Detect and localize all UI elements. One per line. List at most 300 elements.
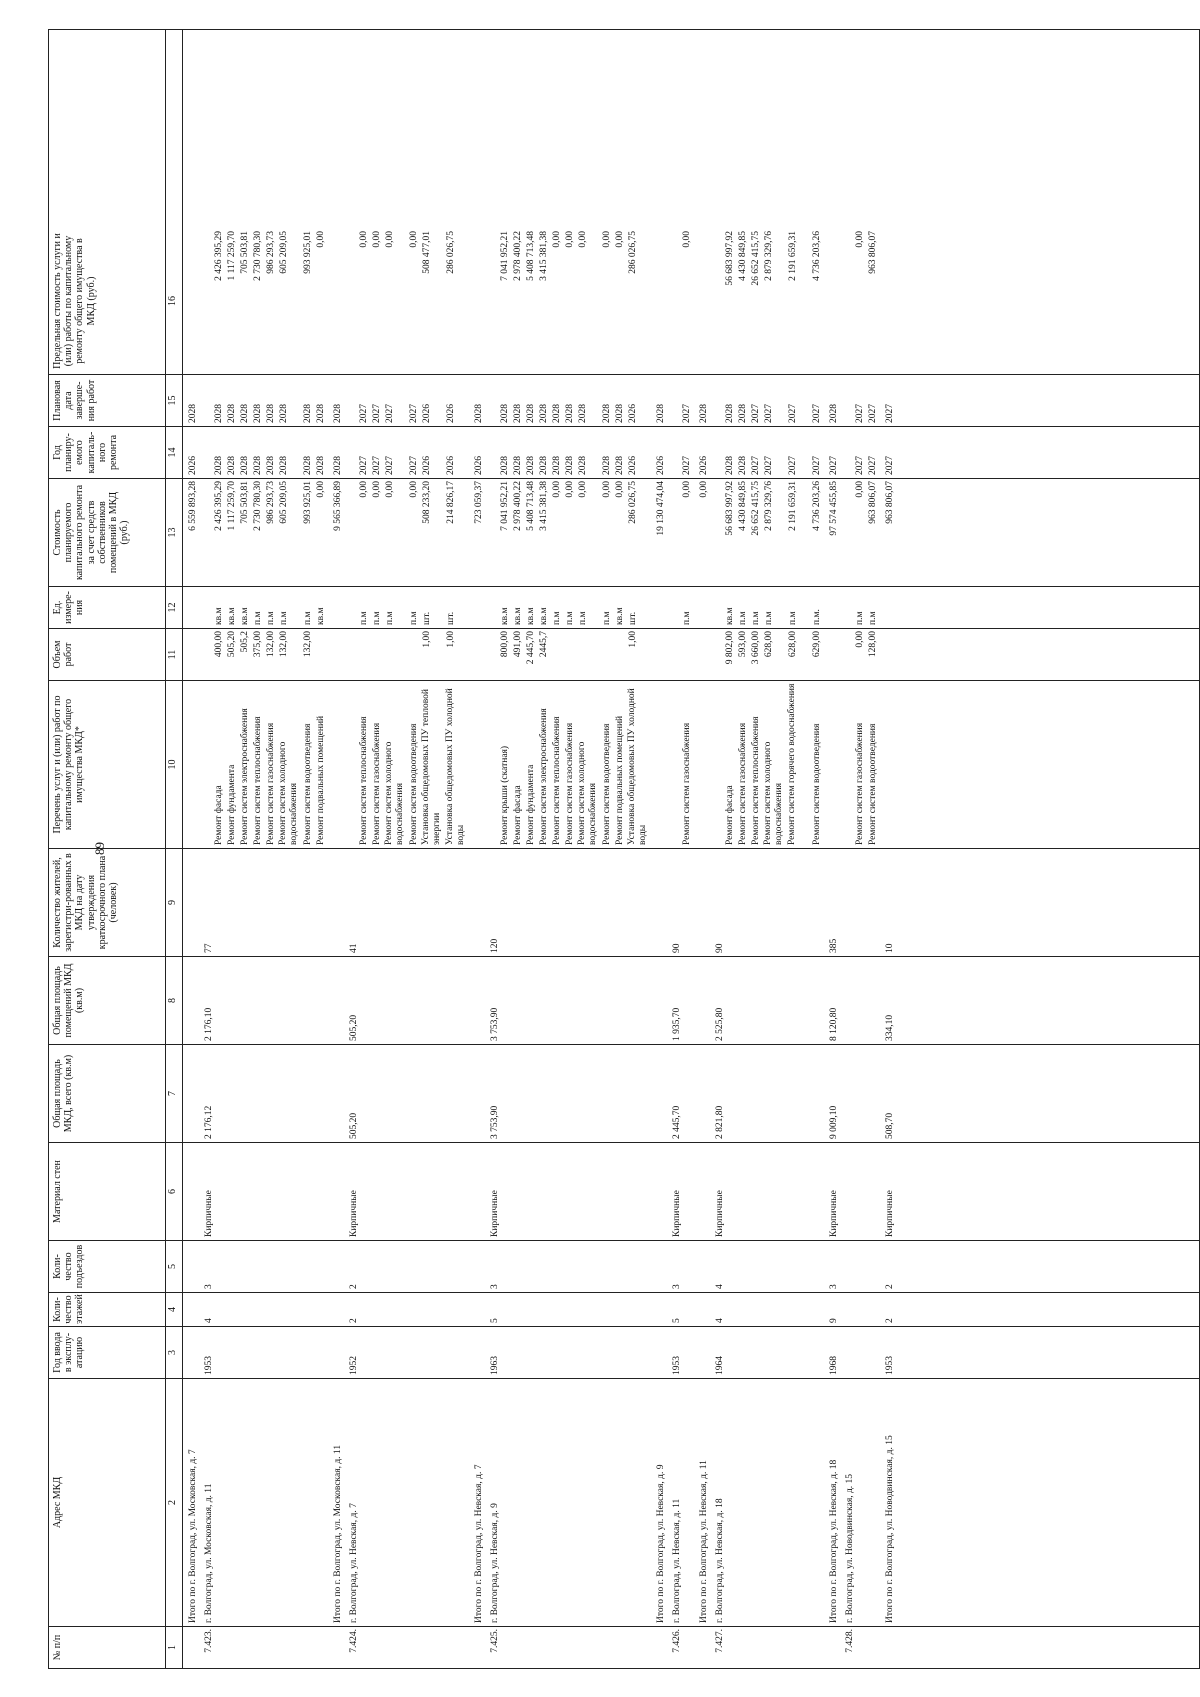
colnum-col-year: 3 xyxy=(166,1326,182,1378)
work-row xyxy=(358,30,370,1668)
spacer-col-floors xyxy=(614,1292,626,1326)
spacer-col-floors xyxy=(445,1292,457,1326)
work-limit-cost: 605 209,05 xyxy=(279,231,289,274)
work-plan-year: 2028 xyxy=(578,456,588,475)
spacer-col-wall-material xyxy=(627,1142,639,1240)
work-end-date: 2028 xyxy=(578,404,588,423)
spacer-col-num xyxy=(601,1626,613,1668)
row-floors: 9 xyxy=(829,1318,839,1323)
spacer-col-address xyxy=(867,1378,879,1626)
spacer-col-address xyxy=(445,1378,457,1626)
row-works xyxy=(473,680,485,848)
work-unit: кв.м xyxy=(513,607,523,625)
row-address: г. Волгоград, ул. Невская, д. 11 xyxy=(672,1498,682,1623)
spacer-col-entrances xyxy=(627,1240,639,1292)
spacer-col-premises-area xyxy=(213,956,225,1044)
row-premises-area xyxy=(655,956,667,1044)
spacer-col-total-area xyxy=(564,1044,576,1142)
work-end-date: 2027 xyxy=(812,404,822,423)
work-unit: кв.м xyxy=(316,607,326,625)
work-volume: 628,00 xyxy=(764,631,774,658)
row-residents xyxy=(187,848,199,956)
work-volume: 800,00 xyxy=(500,631,510,658)
spacer-col-address xyxy=(226,1378,238,1626)
spacer-col-num xyxy=(408,1626,420,1668)
row-entrances: 3 xyxy=(490,1284,500,1289)
row-premises-area: 3 753,90 xyxy=(490,1007,500,1041)
spacer-col-num xyxy=(811,1626,823,1668)
header-col-unit: Ед. измере-ния xyxy=(49,586,165,628)
spacer-col-wall-material xyxy=(564,1142,576,1240)
row-sum: 0,00 xyxy=(699,481,709,498)
work-volume xyxy=(384,628,396,680)
spacer-col-wall-material xyxy=(265,1142,277,1240)
work-row xyxy=(737,30,749,1668)
spacer-col-residents xyxy=(408,848,420,956)
work-end-date: 2028 xyxy=(227,404,237,423)
work-row xyxy=(577,30,599,1668)
spacer-col-wall-material xyxy=(538,1142,550,1240)
spacer-col-premises-area xyxy=(601,956,613,1044)
row-unit xyxy=(187,586,199,628)
row-unit xyxy=(655,586,667,628)
row-volume xyxy=(655,628,667,680)
row-entrances: 2 xyxy=(885,1284,895,1289)
work-end-date: 2027 xyxy=(855,404,865,423)
spacer-col-total-area xyxy=(854,1044,866,1142)
work-row xyxy=(525,30,537,1668)
spacer-col-residents xyxy=(239,848,251,956)
work-unit: шт. xyxy=(422,611,432,625)
row-total-area xyxy=(473,1044,485,1142)
row-works xyxy=(655,680,667,848)
work-unit: кв.м xyxy=(240,607,250,625)
work-limit-cost: 286 026,75 xyxy=(446,231,456,274)
work-end-date: 2028 xyxy=(500,404,510,423)
spacer-col-wall-material xyxy=(681,1142,693,1240)
work-unit: кв.м xyxy=(227,607,237,625)
work-row xyxy=(867,30,879,1668)
spacer-col-floors xyxy=(577,1292,589,1326)
work-row xyxy=(252,30,264,1668)
work-cost: 0,00 xyxy=(615,481,625,498)
spacer-col-year xyxy=(538,1326,550,1378)
work-volume: 9 802,00 xyxy=(725,631,735,665)
work-end-date: 2027 xyxy=(751,404,761,423)
row-limit xyxy=(473,228,485,374)
spacer-col-wall-material xyxy=(577,1142,589,1240)
work-name: Ремонт систем водоотведения xyxy=(303,723,313,845)
work-end-date: 2027 xyxy=(868,404,878,423)
row-number xyxy=(698,1626,710,1668)
work-plan-year: 2027 xyxy=(764,456,774,475)
spacer-col-floors xyxy=(213,1292,225,1326)
colnum-col-limit-cost: 16 xyxy=(167,296,178,306)
spacer-col-entrances xyxy=(724,1240,736,1292)
row-end-date: 2028 xyxy=(656,404,666,423)
spacer-col-residents xyxy=(854,848,866,956)
work-name: Ремонт систем водоотведения xyxy=(812,723,822,845)
work-cost: 5 408 713,48 xyxy=(526,481,536,531)
work-end-date: 2027 xyxy=(372,404,382,423)
spacer-col-year xyxy=(512,1326,524,1378)
work-name: Ремонт систем горячего водоснабжения xyxy=(787,683,797,845)
header-col-end-date: Плановая дата заверше-ния работ xyxy=(49,374,165,426)
spacer-col-year xyxy=(384,1326,396,1378)
work-name: Ремонт систем электроснабжения xyxy=(539,708,549,845)
header-col-num: № п/п xyxy=(49,1626,165,1668)
work-name: Установка общедомовых ПУ холодной воды xyxy=(627,688,648,845)
work-row xyxy=(226,30,238,1668)
spacer-col-wall-material xyxy=(601,1142,613,1240)
spacer-col-year xyxy=(408,1326,420,1378)
work-limit-cost: 2 730 780,30 xyxy=(253,231,263,281)
work-unit: п.м xyxy=(552,611,562,625)
work-unit: шт. xyxy=(446,611,456,625)
spacer-col-num xyxy=(564,1626,576,1668)
spacer-col-address xyxy=(724,1378,736,1626)
work-volume xyxy=(315,628,327,680)
work-cost: 4 430 849,85 xyxy=(738,481,748,531)
spacer-col-residents xyxy=(811,848,823,956)
row-year: 1953 xyxy=(672,1356,682,1375)
row-main xyxy=(884,30,896,1668)
spacer-col-num xyxy=(854,1626,866,1668)
work-name: Ремонт систем водоотведения xyxy=(868,723,878,845)
spacer-col-premises-area xyxy=(787,956,799,1044)
total-row xyxy=(655,30,667,1668)
spacer-col-premises-area xyxy=(750,956,762,1044)
spacer-col-year xyxy=(252,1326,264,1378)
work-name: Ремонт систем холодного водоснабжения xyxy=(763,741,784,845)
row-volume xyxy=(698,628,710,680)
table-body xyxy=(183,30,1200,1668)
work-cost: 508 233,20 xyxy=(422,481,432,524)
spacer-col-floors xyxy=(252,1292,264,1326)
row-number xyxy=(655,1626,667,1668)
row-material: Кирпичные xyxy=(829,1190,839,1237)
spacer-col-wall-material xyxy=(408,1142,420,1240)
work-limit-cost: 0,00 xyxy=(615,231,625,248)
work-end-date: 2028 xyxy=(240,404,250,423)
colnum-col-volume: 11 xyxy=(166,628,182,680)
work-cost: 986 293,73 xyxy=(266,481,276,524)
spacer-col-floors xyxy=(737,1292,749,1326)
spacer-col-wall-material xyxy=(867,1142,879,1240)
work-cost: 7 041 952,21 xyxy=(500,481,510,531)
spacer-col-address xyxy=(252,1378,264,1626)
spacer-col-floors xyxy=(564,1292,576,1326)
row-total-area xyxy=(698,1044,710,1142)
row-number xyxy=(332,1626,344,1668)
spacer-col-address xyxy=(408,1378,420,1626)
spacer-col-premises-area xyxy=(445,956,457,1044)
work-cost: 0,00 xyxy=(682,481,692,498)
spacer-col-entrances xyxy=(371,1240,383,1292)
spacer-col-year xyxy=(226,1326,238,1378)
spacer-col-premises-area xyxy=(499,956,511,1044)
work-plan-year: 2028 xyxy=(738,456,748,475)
spacer-col-premises-area xyxy=(538,956,550,1044)
spacer-col-address xyxy=(787,1378,799,1626)
spacer-col-num xyxy=(525,1626,537,1668)
row-residents: 120 xyxy=(490,938,500,953)
row-year xyxy=(187,1326,199,1378)
house-block xyxy=(844,30,878,1668)
spacer-col-address xyxy=(213,1378,225,1626)
row-address: г. Волгоград, ул. Невская, д. 18 xyxy=(715,1498,725,1623)
header-col-entrances: Коли-чество подъездов xyxy=(49,1240,165,1292)
column-numbers-row xyxy=(166,30,183,1668)
row-floors xyxy=(698,1292,710,1326)
row-unit xyxy=(473,586,485,628)
row-volume xyxy=(884,628,896,680)
work-name: Ремонт систем газоснабжения xyxy=(682,722,692,845)
spacer-col-wall-material xyxy=(614,1142,626,1240)
work-unit: кв.м xyxy=(526,607,536,625)
spacer-col-premises-area xyxy=(614,956,626,1044)
row-unit xyxy=(828,586,840,628)
total-row xyxy=(884,30,896,1668)
spacer-col-year xyxy=(445,1326,457,1378)
work-name: Ремонт фундамента xyxy=(526,764,536,845)
work-limit-cost: 2 426 395,29 xyxy=(214,231,224,281)
spacer-col-num xyxy=(750,1626,762,1668)
row-total-area: 9 009,10 xyxy=(829,1105,839,1139)
work-end-date: 2028 xyxy=(253,404,263,423)
header-col-volume: Объем работ xyxy=(49,628,165,680)
spacer-col-premises-area xyxy=(226,956,238,1044)
work-limit-cost: 0,00 xyxy=(409,231,419,248)
work-row xyxy=(551,30,563,1668)
spacer-col-total-area xyxy=(213,1044,225,1142)
work-plan-year: 2027 xyxy=(372,456,382,475)
spacer-col-entrances xyxy=(811,1240,823,1292)
spacer-col-total-area xyxy=(681,1044,693,1142)
row-works xyxy=(187,680,199,848)
header-col-limit-cost: Предельная стоимость услуги и (или) работы по капитальному ремонту общего имущества в МКД (руб.) xyxy=(52,233,97,369)
spacer-col-total-area xyxy=(499,1044,511,1142)
work-limit-cost: 2 879 329,76 xyxy=(764,231,774,281)
row-material: Кирпичные xyxy=(885,1190,895,1237)
work-row xyxy=(854,30,866,1668)
work-plan-year: 2026 xyxy=(628,456,638,475)
work-unit: п.м xyxy=(409,611,419,625)
spacer-col-entrances xyxy=(265,1240,277,1292)
spacer-col-floors xyxy=(499,1292,511,1326)
spacer-col-total-area xyxy=(601,1044,613,1142)
work-row xyxy=(627,30,649,1668)
spacer-col-total-area xyxy=(750,1044,762,1142)
row-material: Кирпичные xyxy=(349,1190,359,1237)
work-limit-cost: 0,00 xyxy=(385,231,395,248)
row-unit xyxy=(884,586,896,628)
row-year: 1968 xyxy=(829,1356,839,1375)
spacer-col-wall-material xyxy=(302,1142,314,1240)
spacer-col-total-area xyxy=(577,1044,589,1142)
spacer-col-premises-area xyxy=(867,956,879,1044)
spacer-col-residents xyxy=(226,848,238,956)
spacer-col-total-area xyxy=(252,1044,264,1142)
spacer-col-address xyxy=(538,1378,550,1626)
row-address: Итого по г. Волгоград, ул. Невская, д. 7 xyxy=(474,1464,484,1623)
work-cost: 3 415 381,38 xyxy=(539,481,549,531)
work-cost: 4 736 203,26 xyxy=(812,481,822,531)
work-limit-cost: 4 430 849,85 xyxy=(738,231,748,281)
work-volume: 128,00 xyxy=(868,631,878,658)
row-residents xyxy=(332,848,344,956)
spacer-col-num xyxy=(252,1626,264,1668)
work-volume: 375,00 xyxy=(253,631,263,658)
work-cost: 2 730 780,30 xyxy=(253,481,263,531)
spacer-col-year xyxy=(371,1326,383,1378)
spacer-col-year xyxy=(525,1326,537,1378)
spacer-col-entrances xyxy=(854,1240,866,1292)
row-number: 7.424. xyxy=(349,1629,359,1653)
work-limit-cost: 0,00 xyxy=(578,231,588,248)
work-end-date: 2028 xyxy=(602,404,612,423)
spacer-col-num xyxy=(763,1626,775,1668)
spacer-col-year xyxy=(551,1326,563,1378)
spacer-col-year xyxy=(854,1326,866,1378)
spacer-col-entrances xyxy=(538,1240,550,1292)
spacer-col-year xyxy=(811,1326,823,1378)
row-number: 7.423. xyxy=(204,1629,214,1653)
work-limit-cost: 2 978 400,22 xyxy=(513,231,523,281)
row-works xyxy=(828,680,840,848)
colnum-col-address: 2 xyxy=(166,1378,182,1626)
spacer-col-year xyxy=(867,1326,879,1378)
spacer-col-num xyxy=(384,1626,396,1668)
work-plan-year: 2027 xyxy=(682,456,692,475)
spacer-col-num xyxy=(737,1626,749,1668)
spacer-col-year xyxy=(265,1326,277,1378)
header-col-plan-year: Год планиру-емого капиталь-ного ремонта xyxy=(49,426,165,478)
row-material: Кирпичные xyxy=(715,1190,725,1237)
work-row xyxy=(538,30,550,1668)
spacer-col-residents xyxy=(252,848,264,956)
spacer-col-entrances xyxy=(750,1240,762,1292)
row-residents: 41 xyxy=(349,943,359,953)
row-year xyxy=(473,1326,485,1378)
work-row xyxy=(681,30,693,1668)
colnum-col-total-area: 7 xyxy=(166,1044,182,1142)
spacer-col-wall-material xyxy=(213,1142,225,1240)
header-col-total-area: Общая площадь МКД, всего (кв.м) xyxy=(49,1044,165,1142)
work-end-date: 2028 xyxy=(316,404,326,423)
work-end-date: 2028 xyxy=(552,404,562,423)
spacer-col-num xyxy=(371,1626,383,1668)
work-cost: 1 117 259,70 xyxy=(227,481,237,531)
work-name: Установка общедомовых ПУ холодной воды xyxy=(445,688,466,845)
colnum-col-works: 10 xyxy=(166,680,182,848)
spacer-col-total-area xyxy=(278,1044,290,1142)
spacer-col-entrances xyxy=(252,1240,264,1292)
row-volume xyxy=(332,628,344,680)
row-material xyxy=(332,1142,344,1240)
work-plan-year: 2028 xyxy=(266,456,276,475)
colnum-col-entrances: 5 xyxy=(166,1240,182,1292)
table-header xyxy=(49,30,166,1668)
row-limit xyxy=(187,228,199,374)
spacer-col-address xyxy=(577,1378,589,1626)
row-premises-area: 1 935,70 xyxy=(672,1007,682,1041)
row-end-date: 2028 xyxy=(188,404,198,423)
row-number xyxy=(884,1626,896,1668)
work-volume xyxy=(614,628,626,680)
work-row xyxy=(445,30,467,1668)
row-volume xyxy=(828,628,840,680)
row-end-date: 2028 xyxy=(333,404,343,423)
row-address: Итого по г. Волгоград, ул. Московская, д. 7 xyxy=(188,1449,198,1623)
row-entrances: 2 xyxy=(349,1284,359,1289)
spacer-col-num xyxy=(577,1626,589,1668)
work-cost: 26 652 415,75 xyxy=(751,481,761,536)
work-cost: 0,00 xyxy=(372,481,382,498)
row-year: 1952 xyxy=(349,1356,359,1375)
work-plan-year: 2028 xyxy=(240,456,250,475)
row-floors: 4 xyxy=(204,1318,214,1323)
row-main xyxy=(698,30,710,1668)
work-cost: 0,00 xyxy=(855,481,865,498)
spacer-col-wall-material xyxy=(750,1142,762,1240)
row-end-date: 2027 xyxy=(885,404,895,423)
work-unit: кв.м xyxy=(539,607,549,625)
spacer-col-address xyxy=(627,1378,639,1626)
row-total-area: 2 445,70 xyxy=(672,1105,682,1139)
row-number: 7.425. xyxy=(490,1629,500,1653)
work-unit: п.м xyxy=(266,611,276,625)
spacer-col-residents xyxy=(315,848,327,956)
spacer-col-entrances xyxy=(601,1240,613,1292)
work-row xyxy=(371,30,383,1668)
row-premises-area: 2 176,10 xyxy=(204,1007,214,1041)
spacer-col-total-area xyxy=(627,1044,639,1142)
spacer-col-wall-material xyxy=(226,1142,238,1240)
spacer-col-entrances xyxy=(512,1240,524,1292)
page-number: 89 xyxy=(92,842,107,855)
work-plan-year: 2028 xyxy=(539,456,549,475)
spacer-col-year xyxy=(577,1326,589,1378)
spacer-col-residents xyxy=(601,848,613,956)
row-limit xyxy=(884,228,896,374)
work-cost: 214 826,17 xyxy=(446,481,456,524)
row-residents: 90 xyxy=(715,943,725,953)
work-plan-year: 2028 xyxy=(500,456,510,475)
spacer-col-entrances xyxy=(226,1240,238,1292)
work-volume xyxy=(358,628,370,680)
spacer-col-wall-material xyxy=(421,1142,433,1240)
spacer-col-total-area xyxy=(724,1044,736,1142)
row-residents xyxy=(473,848,485,956)
work-end-date: 2027 xyxy=(788,404,798,423)
work-row xyxy=(601,30,613,1668)
spacer-col-premises-area xyxy=(811,956,823,1044)
row-unit xyxy=(698,586,710,628)
total-row xyxy=(473,30,485,1668)
work-cost: 2 191 659,31 xyxy=(788,481,798,531)
spacer-col-premises-area xyxy=(854,956,866,1044)
row-main xyxy=(473,30,485,1668)
spacer-col-floors xyxy=(551,1292,563,1326)
work-end-date: 2027 xyxy=(385,404,395,423)
spacer-col-num xyxy=(538,1626,550,1668)
work-row xyxy=(763,30,785,1668)
spacer-col-residents xyxy=(614,848,626,956)
spacer-col-premises-area xyxy=(408,956,420,1044)
spacer-col-residents xyxy=(737,848,749,956)
spacer-col-wall-material xyxy=(724,1142,736,1240)
